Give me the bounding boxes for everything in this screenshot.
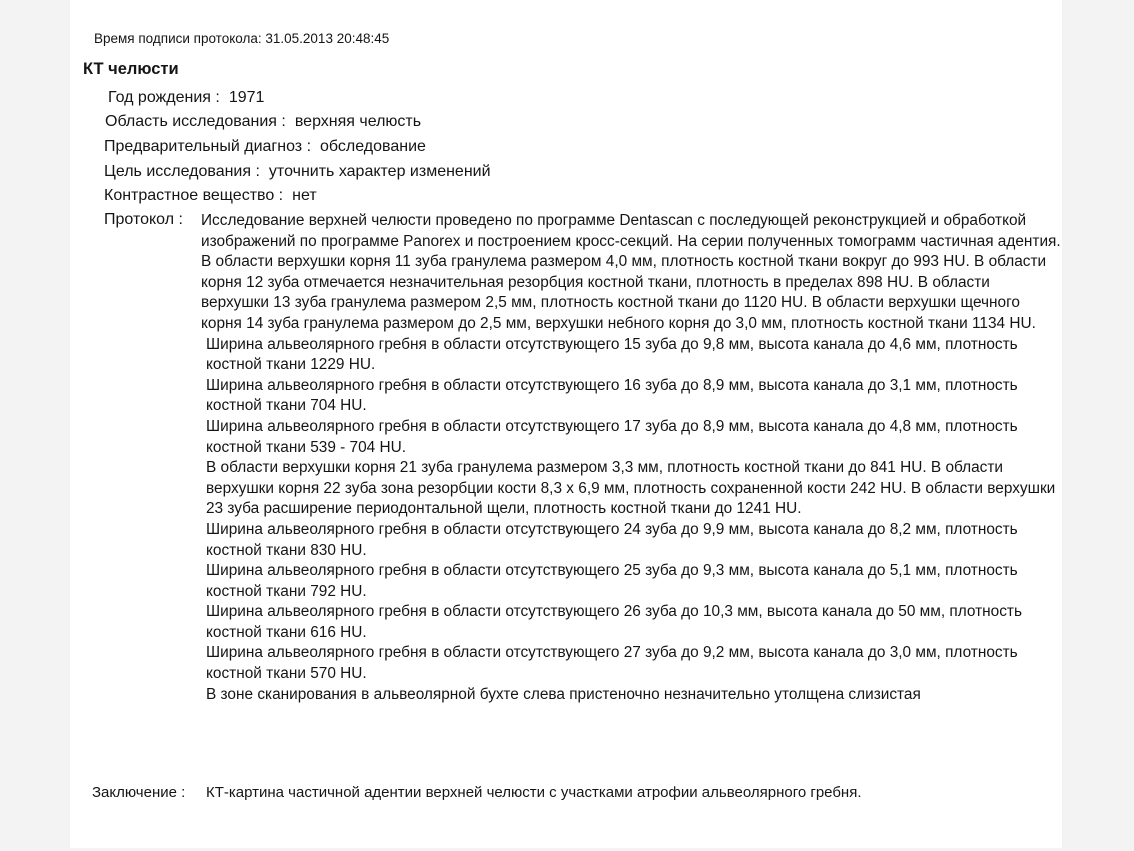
ridge-tooth-26: Ширина альвеолярного гребня в области отсутствующего 26 зуба до 10,3 мм, высота канала до 50 мм, плотность костной ткани 616 HU.: [206, 603, 1022, 641]
ridge-tooth-17: Ширина альвеолярного гребня в области отсутствующего 17 зуба до 8,9 мм, высота канала до 4,8 мм, плотность костной ткани 539 - 704 HU.: [206, 417, 1018, 456]
field-value: нет: [292, 187, 317, 204]
page-title: КТ челюсти: [83, 60, 179, 78]
protocol-intro: Исследование верхней челюсти проведено по программе Dentascan с последующей реконструкцией и обработкой изображений по программе Panorex и построением кросс-секций. На серии полученных томограмм частичная адентия. В области верхушки корня 11 зуба гранулема размером 4,0 мм, плотность костной ткани вокруг до 993 HU. В области корня 12 зуба отмечается незначительная резорбция костной ткани, плотность в пределах 898 HU. В области верхушки 13 зуба гранулема размером 2,5 мм, плотность костной ткани до 1120 HU. В области верхушки щечного корня 14 зуба гранулема размером до 2,5 мм, верхушки небного корня до 3,0 мм, плотность костной ткани 1134 HU.: [201, 212, 1061, 332]
ridge-tooth-24: Ширина альвеолярного гребня в области отсутствующего 24 зуба до 9,9 мм, высота канала до 8,2 мм, плотность костной ткани 830 HU.: [206, 520, 1018, 559]
signature-time: Время подписи протокола: 31.05.2013 20:48:45: [94, 31, 390, 46]
field-label: Предварительный диагноз :: [104, 138, 312, 155]
ridge-tooth-16: Ширина альвеолярного гребня в области отсутствующего 16 зуба до 8,9 мм, высота канала до 3,1 мм, плотность костной ткани 704 HU.: [206, 376, 1018, 415]
field-label: Цель исследования :: [104, 163, 260, 180]
ridge-tooth-15: Ширина альвеолярного гребня в области отсутствующего 15 зуба до 9,8 мм, высота канала до 4,6 мм, плотность костной ткани 1229 HU.: [206, 335, 1018, 374]
field-value: уточнить характер изменений: [268, 163, 491, 180]
field-contrast-agent: [104, 187, 317, 205]
field-value: 1971: [228, 89, 265, 106]
field-preliminary-diagnosis: [104, 138, 426, 156]
conclusion-text: КТ-картина частичной адентии верхней челюсти с участками атрофии альвеолярного гребня.: [206, 784, 862, 801]
protocol-text: [201, 211, 1061, 705]
field-value: верхняя челюсть: [294, 113, 422, 130]
field-label: Контрастное вещество :: [104, 187, 284, 204]
ridge-tooth-25: Ширина альвеолярного гребня в области отсутствующего 25 зуба до 9,3 мм, высота канала до 5,1 мм, плотность костной ткани 792 HU.: [206, 562, 1018, 600]
left-side-findings: В области верхушки корня 21 зуба гранулема размером 3,3 мм, плотность костной ткани до 841 HU. В области верхушки корня 22 зуба зона резорбции кости 8,3 х 6,9 мм, плотность сохраненной кости 242 HU. В области верхушки 23 зуба расширение периодонтальной щели, плотность костной ткани до 1241 HU.: [206, 459, 1056, 518]
field-study-purpose: [104, 163, 491, 181]
field-label: Год рождения :: [108, 89, 220, 106]
ridge-tooth-27: Ширина альвеолярного гребня в области отсутствующего 27 зуба до 9,2 мм, высота канала до 3,0 мм, плотность костной ткани 570 HU.: [206, 644, 1018, 683]
protocol-label: Протокол :: [104, 211, 183, 228]
sinus-findings: В зоне сканирования в альвеолярной бухте слева пристеночно незначительно утолщена слизистая: [206, 685, 921, 703]
field-value: обследование: [320, 138, 426, 155]
field-birth-year: [108, 89, 264, 107]
field-study-area: [105, 113, 421, 131]
field-label: Область исследования :: [105, 113, 286, 130]
conclusion-label: Заключение :: [92, 784, 186, 801]
